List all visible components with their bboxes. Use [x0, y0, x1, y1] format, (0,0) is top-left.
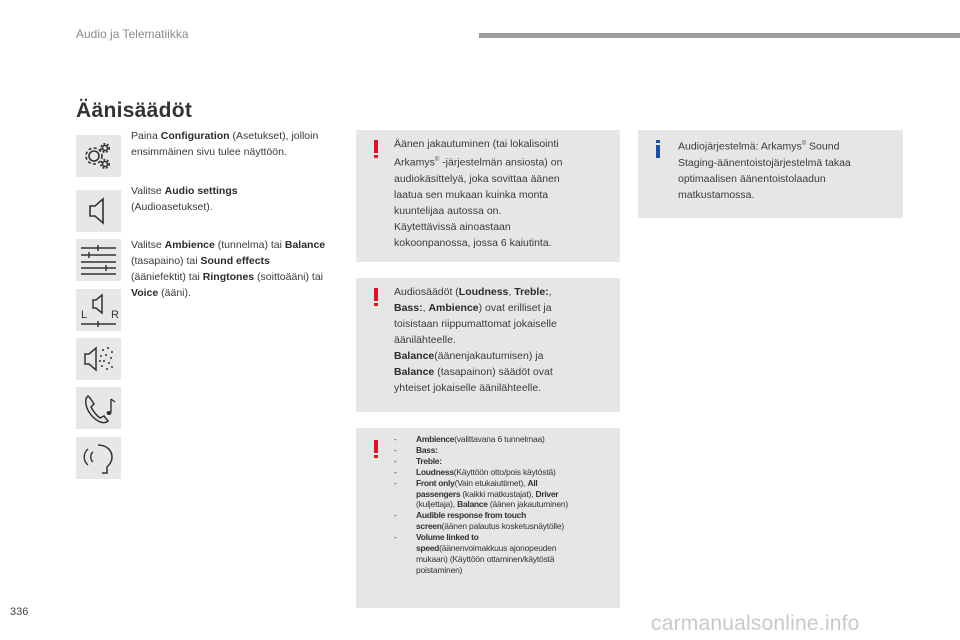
info-icon — [656, 140, 660, 158]
note-arkamys-distribution: Äänen jakautuminen (tai lokalisointi Arkamys© -järjestelmän ansiosta) on audiokäsittelyä, joka sovittaa äänen laatua sen mukaan kuinka monta kuuntelijaa autossa on. Käytettävissä ainoastaan kokoonpanossa, jossa 6 kaiutinta. — [356, 130, 620, 262]
sound-effects-icon — [76, 338, 121, 380]
warning-icon — [374, 440, 378, 458]
ringtone-phone-icon — [76, 387, 121, 429]
audio-settings-label: Audio settings — [164, 185, 238, 197]
balance-lr-icon — [76, 289, 121, 331]
step-audio-options: Valitse Ambience (tunnelma) tai Balance (tasapaino) tai Sound effects (ääniefektit) tai Ringtones (soittoääni) tai Voice (ääni). — [131, 239, 326, 299]
list-item: - Ambience(valittavana 6 tunnelmaa) — [394, 434, 545, 444]
note-audio-settings-independent: Audiosäädöt (Loudness, Treble:, Bass:, Ambience) ovat erilliset ja toisistaan riippumattomat jokaiselle äänilähteelle. Balance(äänenjakautumisen) ja Balance (tasapainon) säädöt ovat yhteiset jokaiselle äänilähteelle. — [356, 278, 620, 412]
list-item: - Loudness(Käyttöön otto/pois käytöstä) — [394, 466, 556, 477]
audio-settings-list — [394, 434, 568, 576]
step-audio-settings: Valitse Audio settings (Audioasetukset). — [131, 185, 238, 213]
list-item: - Volume linked to speed(äänenvoimakkuus ajonopeuden mukaan) (Käyttöön ottaminen/käytöstä poistaminen) — [394, 532, 557, 575]
watermark: carmanualsonline.info — [651, 612, 860, 635]
page-title: Äänisäädöt — [76, 99, 193, 122]
audio-speaker-icon — [76, 190, 121, 232]
configuration-label: Configuration — [160, 130, 230, 142]
step-configuration: Paina Configuration (Asetukset), jolloin ensimmäinen sivu tulee näyttöön. — [131, 130, 319, 158]
note-arkamys-sound-staging: Audiojärjestelmä: Arkamys© Sound Staging-äänentoistojärjestelmä takaa optimaalisen äänentoistolaadun matkustamossa. — [638, 130, 903, 218]
list-item: - Audible response from touch screen(äänen palautus kosketusnäytölle) — [394, 510, 565, 532]
warning-icon — [374, 288, 378, 306]
balance-right-label: R — [111, 309, 119, 321]
configuration-gear-icon — [76, 135, 121, 177]
ambience-equalizer-icon — [76, 239, 121, 281]
header-rule — [479, 33, 960, 38]
page-number: 336 — [10, 606, 29, 618]
list-item: - Front only(Vain etukaiuttimet), All passengers (kaikki matkustajat), Driver (kuljettaja), Balance (äänen jakautuminen) — [394, 477, 569, 510]
voice-speak-icon — [76, 437, 121, 479]
list-item: - Treble: — [394, 455, 442, 466]
list-item: - Bass: — [394, 444, 438, 455]
section-header: Audio ja Telematiikka — [76, 27, 189, 41]
warning-icon — [374, 140, 378, 158]
balance-left-label: L — [81, 309, 88, 321]
